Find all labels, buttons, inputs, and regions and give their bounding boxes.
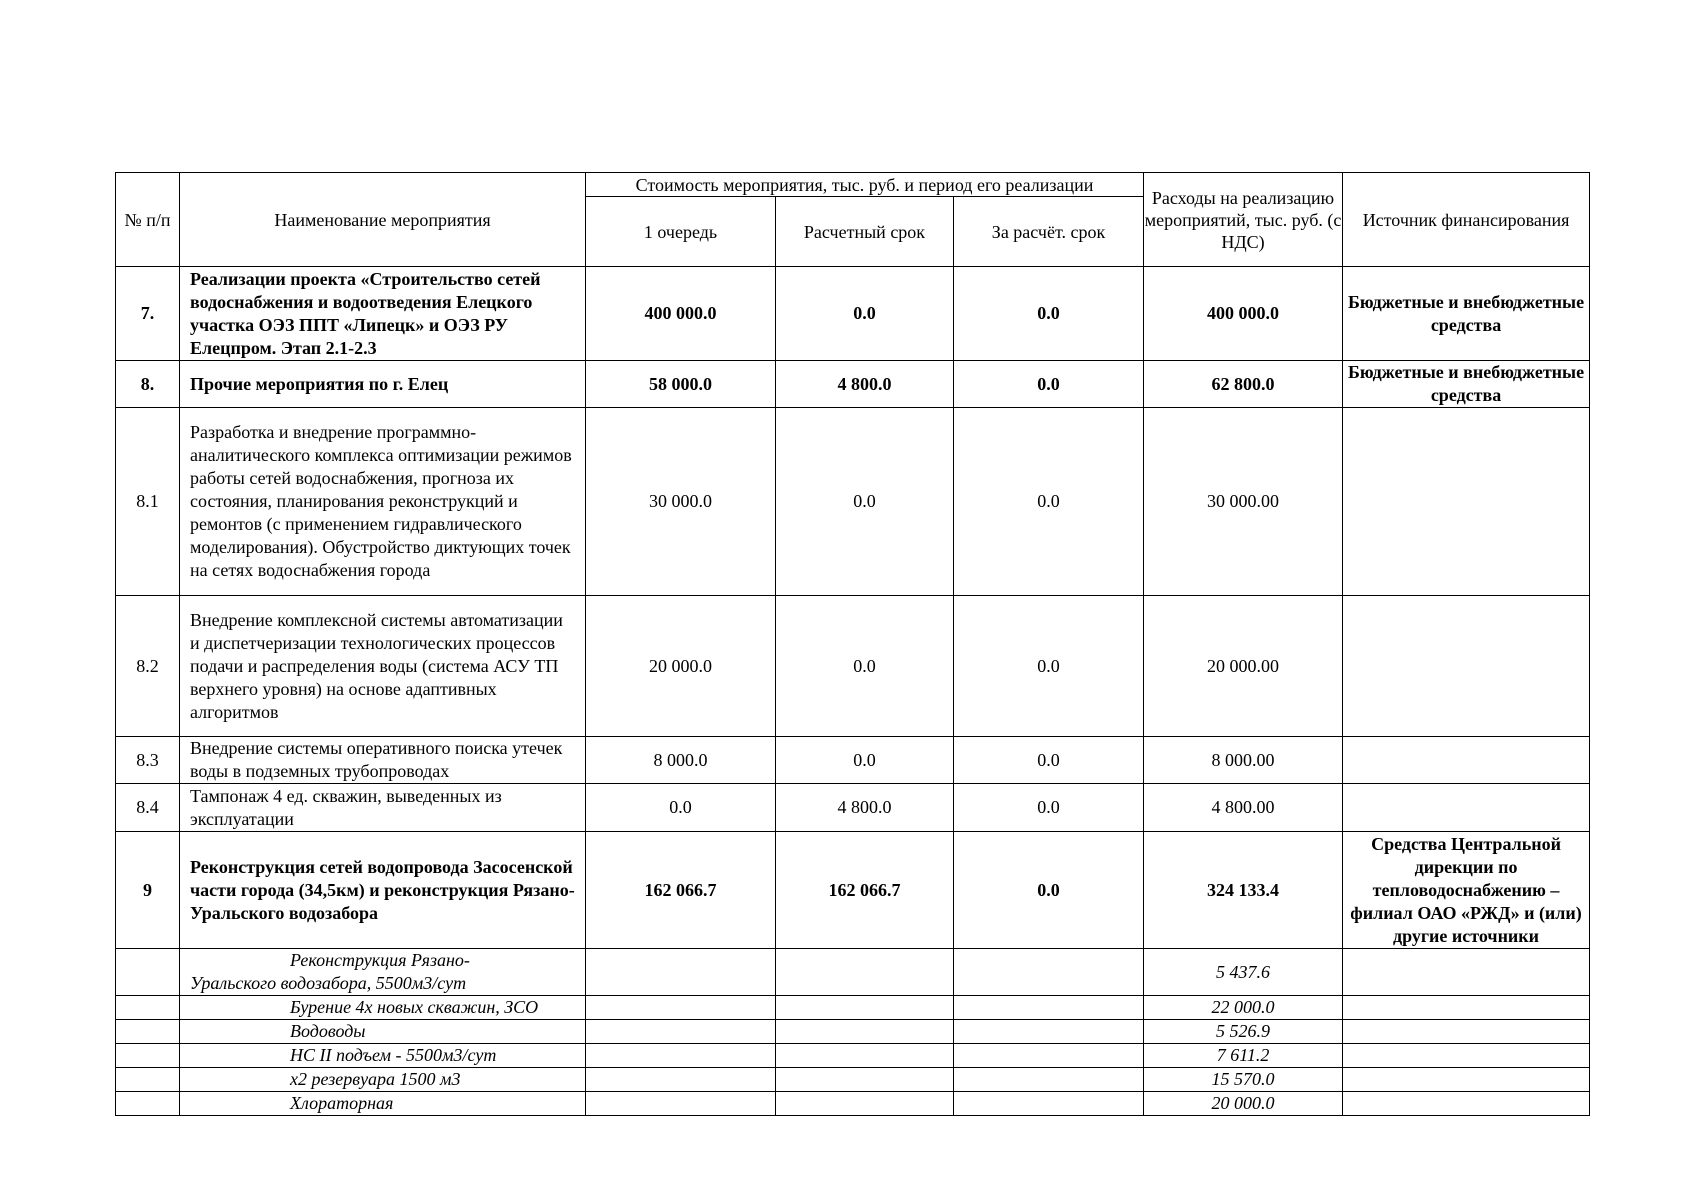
row-source [1343,784,1590,832]
subrow-num [116,1092,180,1116]
subrow-num [116,1020,180,1044]
subrow [116,1020,1590,1044]
subrow-calc [776,1092,954,1116]
subrow-stage1 [586,949,776,996]
subrow-source [1343,1068,1590,1092]
subrow-beyond [954,996,1144,1020]
row-name: Реконструкция сетей водопровода Засосенской части города (34,5км) и реконструкция Рязано-Уральского водозабора [180,832,586,949]
row-source [1343,408,1590,596]
row-beyond: 0.0 [954,596,1144,737]
row-stage1: 8 000.0 [586,737,776,784]
subrow-total: 20 000.0 [1144,1092,1343,1116]
subrow-beyond [954,1044,1144,1068]
table-row [116,784,1590,832]
row-num: 8.2 [116,596,180,737]
header-row-1 [116,173,1590,197]
subrow-num [116,1044,180,1068]
subrow-total: 7 611.2 [1144,1044,1343,1068]
subrow [116,949,1590,996]
subrow-source [1343,949,1590,996]
row-calc: 0.0 [776,267,954,361]
table-row [116,596,1590,737]
subrow-name-first: НС II подъем - 5500м3/сут [290,1045,497,1065]
subrow-name [180,1020,586,1044]
subrow-total: 15 570.0 [1144,1068,1343,1092]
row-total: 30 000.00 [1144,408,1343,596]
row-num: 9 [116,832,180,949]
subrow-beyond [954,949,1144,996]
row-calc: 0.0 [776,737,954,784]
row-beyond: 0.0 [954,784,1144,832]
subrow-num [116,996,180,1020]
subrow [116,1068,1590,1092]
subrow-calc [776,1044,954,1068]
table-row [116,408,1590,596]
subrow-stage1 [586,1092,776,1116]
subrow-name-first: х2 резервуара 1500 м3 [290,1069,461,1089]
subrow-name-first: Бурение 4х новых скважин, ЗСО [290,997,539,1017]
row-num: 8.1 [116,408,180,596]
subrow-name-first: Реконструкция Рязано- [290,950,470,970]
subrow-name [180,1092,586,1116]
subrow-total: 22 000.0 [1144,996,1343,1020]
subrow-calc [776,949,954,996]
table-row [116,361,1590,408]
subrow-calc [776,996,954,1020]
row-stage1: 162 066.7 [586,832,776,949]
subrow-total: 5 437.6 [1144,949,1343,996]
header-cost-group: Стоимость мероприятия, тыс. руб. и период его реализации [586,173,1144,197]
subrow [116,1092,1590,1116]
row-num: 7. [116,267,180,361]
header-num: № п/п [116,173,180,267]
subrow [116,996,1590,1020]
row-stage1: 58 000.0 [586,361,776,408]
row-name: Внедрение системы оперативного поиска утечек воды в подземных трубопроводах [180,737,586,784]
row-name: Прочие мероприятия по г. Елец [180,361,586,408]
subrow-name [180,1068,586,1092]
row-beyond: 0.0 [954,267,1144,361]
subrow-calc [776,1020,954,1044]
subrow-name [180,949,586,996]
row-total: 400 000.0 [1144,267,1343,361]
row-calc: 4 800.0 [776,361,954,408]
subrow-stage1 [586,1044,776,1068]
row-stage1: 400 000.0 [586,267,776,361]
row-source: Бюджетные и внебюджетные средства [1343,361,1590,408]
row-total: 4 800.00 [1144,784,1343,832]
header-name: Наименование мероприятия [180,173,586,267]
row-beyond: 0.0 [954,737,1144,784]
subrow-stage1 [586,1068,776,1092]
row-stage1: 20 000.0 [586,596,776,737]
table-row [116,832,1590,949]
row-source: Бюджетные и внебюджетные средства [1343,267,1590,361]
row-stage1: 0.0 [586,784,776,832]
subrow-stage1 [586,1020,776,1044]
subrow-beyond [954,1020,1144,1044]
row-name: Реализации проекта «Строительство сетей водоснабжения и водоотведения Елецкого участка ОЭЗ ППТ «Липецк» и ОЭЗ РУ Елецпром. Этап 2.1-2.3 [180,267,586,361]
subrow-name-rest: Уральского водозабора, 5500м3/сут [190,973,467,993]
row-num: 8.4 [116,784,180,832]
row-calc: 162 066.7 [776,832,954,949]
subrow-beyond [954,1092,1144,1116]
row-beyond: 0.0 [954,832,1144,949]
subrow [116,1044,1590,1068]
header-calc-period: Расчетный срок [776,197,954,267]
subrow-name [180,1044,586,1068]
subrow-stage1 [586,996,776,1020]
subrow-source [1343,1092,1590,1116]
row-source [1343,596,1590,737]
row-beyond: 0.0 [954,408,1144,596]
row-source [1343,737,1590,784]
row-stage1: 30 000.0 [586,408,776,596]
header-stage1: 1 очередь [586,197,776,267]
row-source: Средства Центральной дирекции по тепловодоснабжению – филиал ОАО «РЖД» и (или) другие источники [1343,832,1590,949]
subrow-source [1343,1044,1590,1068]
subrow-name-first: Водоводы [290,1021,366,1041]
row-name: Разработка и внедрение программно-аналитического комплекса оптимизации режимов работы сетей водоснабжения, прогноза их состояния, планирования реконструкций и ремонтов (с применением гидравлического моделирования). Обустройство диктующих точек на сетях водоснабжения города [180,408,586,596]
header-source: Источник финансирования [1343,173,1590,267]
row-name: Внедрение комплексной системы автоматизации и диспетчеризации технологических процессов подачи и распределения воды (система АСУ ТП верхнего уровня) на основе адаптивных алгоритмов [180,596,586,737]
subrow-source [1343,996,1590,1020]
subrow-num [116,949,180,996]
subrow-total: 5 526.9 [1144,1020,1343,1044]
subrow-calc [776,1068,954,1092]
subrow-beyond [954,1068,1144,1092]
measures-table [115,172,1590,1116]
row-name: Тампонаж 4 ед. скважин, выведенных из эксплуатации [180,784,586,832]
table-row [116,737,1590,784]
subrow-source [1343,1020,1590,1044]
header-expenses: Расходы на реализацию мероприятий, тыс. руб. (с НДС) [1144,173,1343,267]
row-beyond: 0.0 [954,361,1144,408]
row-total: 20 000.00 [1144,596,1343,737]
row-num: 8. [116,361,180,408]
row-calc: 0.0 [776,596,954,737]
row-total: 324 133.4 [1144,832,1343,949]
header-beyond: За расчёт. срок [954,197,1144,267]
subrow-name [180,996,586,1020]
row-calc: 0.0 [776,408,954,596]
row-num: 8.3 [116,737,180,784]
subrow-num [116,1068,180,1092]
row-calc: 4 800.0 [776,784,954,832]
table-row [116,267,1590,361]
row-total: 8 000.00 [1144,737,1343,784]
subrow-name-first: Хлораторная [290,1093,394,1113]
row-total: 62 800.0 [1144,361,1343,408]
